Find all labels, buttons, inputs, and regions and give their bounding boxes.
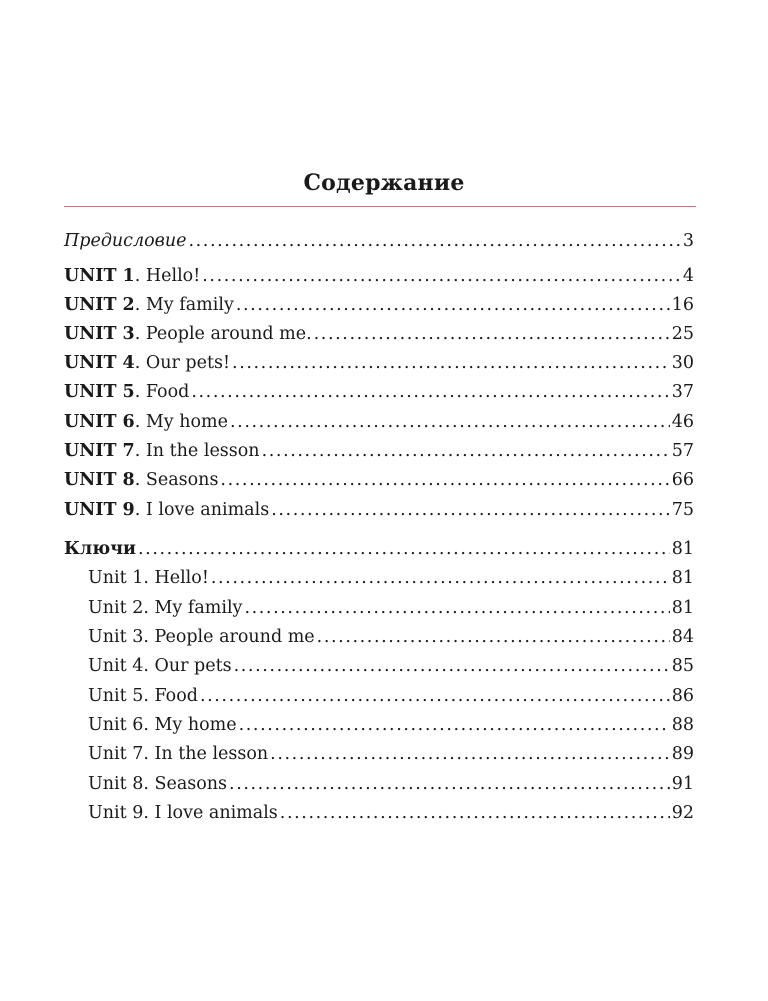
dot-leader	[262, 439, 670, 463]
toc-entry-unit-6[interactable]	[64, 410, 694, 434]
unit-number: UNIT 3	[64, 324, 135, 344]
unit-number: UNIT 5	[64, 382, 135, 402]
unit-title: . I love animals	[134, 500, 270, 520]
toc-subentry-label: Unit 3. People around me	[88, 627, 315, 647]
dot-leader	[317, 625, 670, 649]
toc-page-number: 91	[671, 774, 694, 794]
toc-page-number: 16	[671, 295, 694, 315]
toc-subentry-keys-unit-9[interactable]	[88, 801, 694, 825]
dot-leader	[270, 742, 670, 766]
dot-leader	[280, 801, 670, 825]
toc-entry-label: Предисловие	[64, 231, 187, 251]
unit-title: . People around me.	[134, 324, 312, 344]
toc-page-number: 84	[671, 627, 694, 647]
unit-number: UNIT 8	[64, 470, 135, 490]
dot-leader	[230, 410, 670, 434]
dot-leader	[138, 537, 670, 561]
toc-subentry-label: Unit 8. Seasons	[88, 774, 228, 794]
toc-subentry-label: Unit 5. Food	[88, 686, 198, 706]
toc-subentry-keys-unit-6[interactable]	[88, 713, 694, 737]
toc-page-number: 88	[671, 715, 694, 735]
toc-subentry-keys-unit-7[interactable]	[88, 742, 694, 766]
toc-page-number: 81	[671, 598, 694, 618]
toc-page-number: 75	[671, 500, 694, 520]
unit-number: UNIT 2	[64, 295, 135, 315]
toc-subentry-label: Unit 6. My home	[88, 715, 237, 735]
unit-title: . Hello!	[134, 266, 201, 286]
unit-number: UNIT 6	[64, 412, 135, 432]
unit-title: . Food	[134, 382, 190, 402]
toc-page-number: 25	[671, 324, 694, 344]
toc-entry-label: Ключи	[64, 539, 136, 559]
dot-leader	[234, 654, 670, 678]
toc-page-number: 89	[671, 744, 694, 764]
toc-subentry-keys-unit-1[interactable]	[88, 566, 694, 590]
dot-leader	[220, 468, 669, 492]
title-divider	[64, 206, 696, 207]
dot-leader	[202, 264, 681, 288]
unit-number: UNIT 7	[64, 441, 135, 461]
toc-subentry-keys-unit-5[interactable]	[88, 684, 694, 708]
unit-number: UNIT 1	[64, 266, 135, 286]
toc-page-number: 81	[671, 539, 694, 559]
unit-number: UNIT 9	[64, 500, 135, 520]
unit-title: . My family	[134, 295, 234, 315]
dot-leader	[200, 684, 670, 708]
toc-page-number: 4	[682, 266, 694, 286]
toc-entry-unit-3[interactable]	[64, 322, 694, 346]
unit-number: UNIT 4	[64, 353, 135, 373]
dot-leader	[191, 380, 669, 404]
dot-leader	[271, 498, 670, 522]
toc-page-number: 66	[671, 470, 694, 490]
dot-leader	[229, 772, 670, 796]
toc-subentry-label: Unit 7. In the lesson	[88, 744, 269, 764]
toc-subentry-label: Unit 9. I love animals	[88, 803, 278, 823]
toc-subentry-label: Unit 2. My family	[88, 598, 243, 618]
dot-leader	[211, 566, 670, 590]
unit-title: . Our pets!	[134, 353, 231, 373]
toc-page-number: 81	[671, 568, 694, 588]
dot-leader	[239, 713, 670, 737]
unit-title: . In the lesson	[134, 441, 260, 461]
dot-leader	[236, 293, 670, 317]
unit-title: . My home	[134, 412, 229, 432]
toc-entry-unit-8[interactable]	[64, 468, 694, 492]
toc-entry-unit-7[interactable]	[64, 439, 694, 463]
toc-page-number: 3	[682, 231, 694, 251]
toc-page-number: 37	[671, 382, 694, 402]
toc-subentry-label: Unit 1. Hello!	[88, 568, 209, 588]
dot-leader	[244, 596, 669, 620]
toc-page-number: 57	[671, 441, 694, 461]
unit-title: . Seasons	[134, 470, 219, 490]
toc-page-number: 46	[671, 412, 694, 432]
toc-subentry-keys-unit-8[interactable]	[88, 772, 694, 796]
toc-entry-unit-9[interactable]	[64, 498, 694, 522]
dot-leader	[314, 322, 670, 346]
dot-leader	[232, 351, 670, 375]
toc-page-number: 86	[671, 686, 694, 706]
toc-entry-unit-1[interactable]	[64, 264, 694, 288]
toc-subentry-keys-unit-3[interactable]	[88, 625, 694, 649]
toc-subentry-label: Unit 4. Our pets	[88, 656, 232, 676]
toc-entry-unit-4[interactable]	[64, 351, 694, 375]
page-title: Содержание	[303, 170, 465, 196]
toc-subentry-keys-unit-2[interactable]	[88, 596, 694, 620]
toc-entry-preface[interactable]	[64, 229, 694, 253]
dot-leader	[188, 229, 680, 253]
toc-entry-unit-2[interactable]	[64, 293, 694, 317]
toc-page-number: 85	[671, 656, 694, 676]
toc-page-number: 92	[671, 803, 694, 823]
toc-subentry-keys-unit-4[interactable]	[88, 654, 694, 678]
toc-page-number: 30	[671, 353, 694, 373]
toc-entry-unit-5[interactable]	[64, 380, 694, 404]
toc-entry-keys[interactable]	[64, 537, 694, 561]
